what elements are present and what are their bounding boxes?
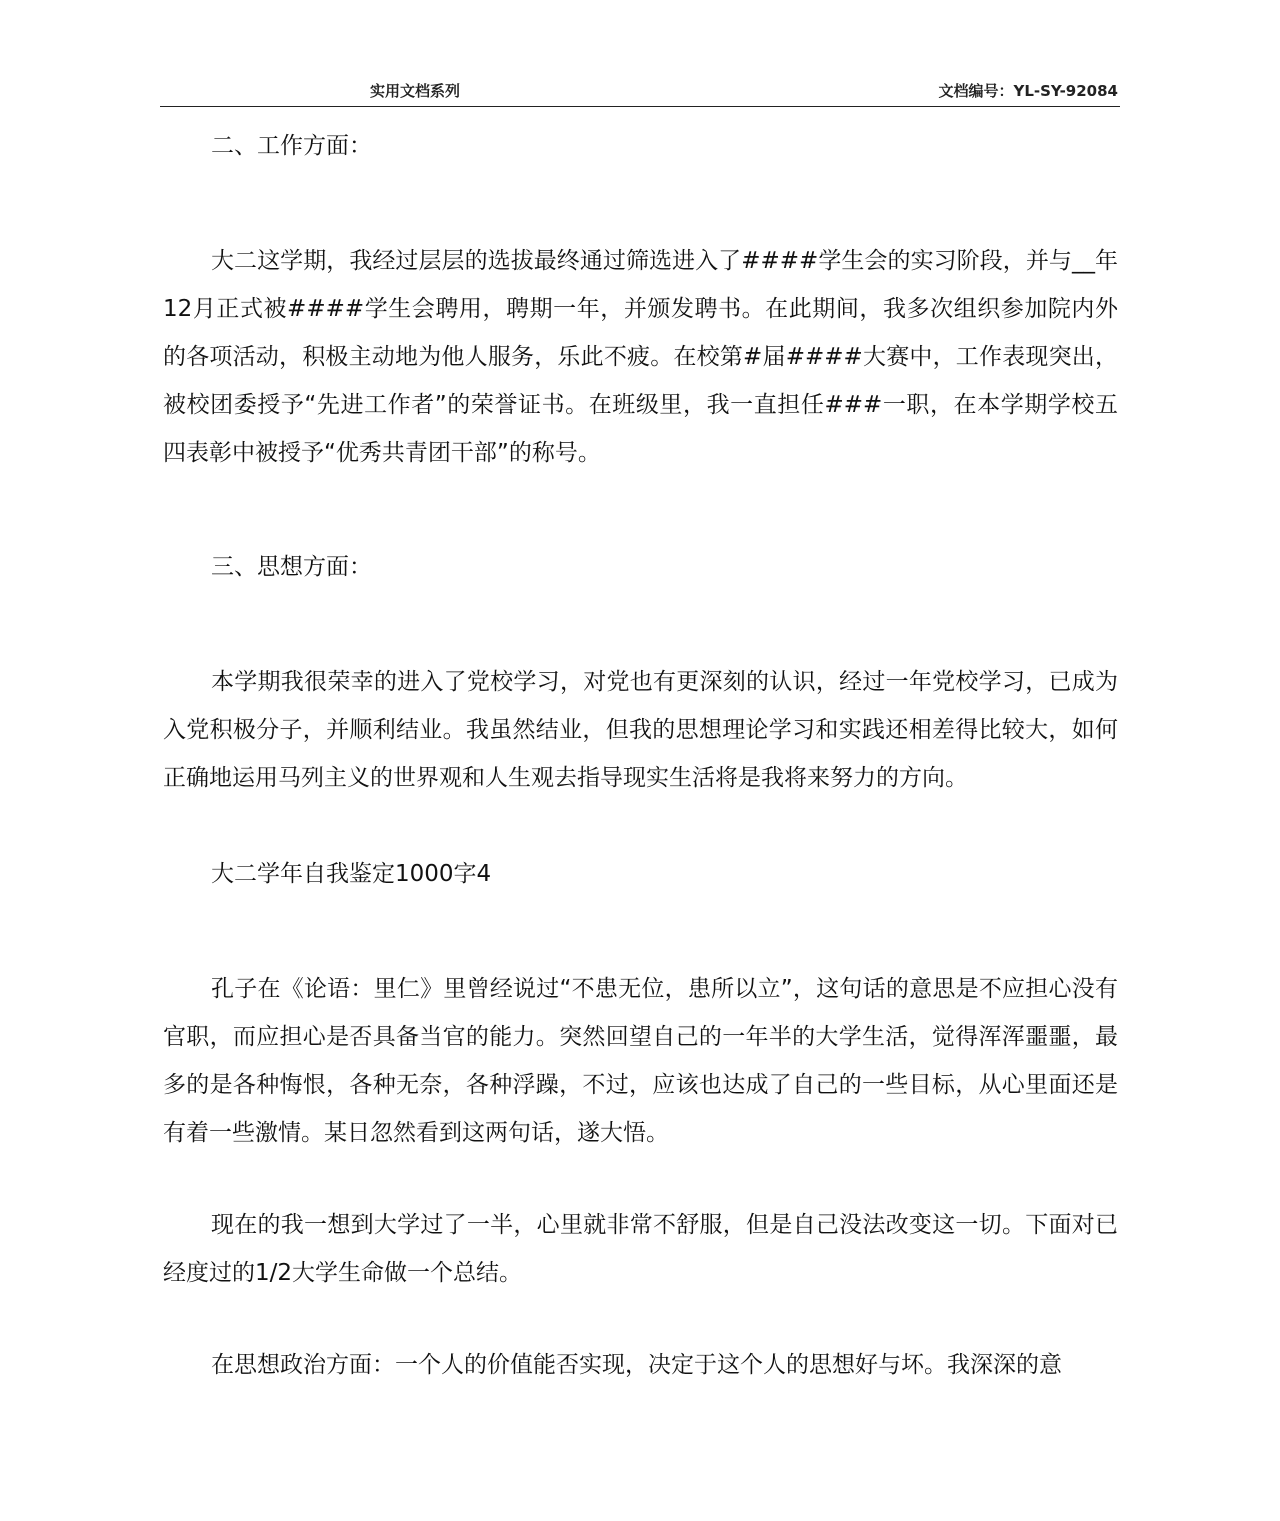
header-doc-number: 文档编号：YL-SY-92084 — [938, 82, 1118, 100]
article-title: 大二学年自我鉴定1000字4 — [211, 861, 492, 887]
section-heading-thought: 三、思想方面： — [211, 554, 372, 580]
header-series: 实用文档系列 — [370, 82, 461, 100]
document-body — [163, 128, 1118, 1389]
paragraph-thought: 本学期我很荣幸的进入了党校学习，对党也有更深刻的认识，经过一年党校学习，已成为入党积极分子，并顺利结业。我虽然结业，但我的思想理论学习和实践还相差得比较大，如何正确地运用马列主义的世界观和人生观去指导现实生活将是我将来努力的方向。 — [163, 669, 1118, 791]
paragraph-confucius: 孔子在《论语：里仁》里曾经说过“不患无位，患所以立”，这句话的意思是不应担心没有官职，而应担心是否具备当官的能力。突然回望自己的一年半的大学生活，觉得浑浑噩噩，最多的是各种悔恨，各种无奈，各种浮躁，不过，应该也达成了自己的一些目标，从心里面还是有着一些激情。某日忽然看到这两句话，遂大悟。 — [163, 976, 1118, 1146]
paragraph-work: 大二这学期，我经过层层的选拔最终通过筛选进入了####学生会的实习阶段，并与__年12月正式被####学生会聘用，聘期一年，并颁发聘书。在此期间，我多次组织参加院内外的各项活动，积极主动地为他人服务，乐此不疲。在校第#届####大赛中，工作表现突出，被校团委授予“先进工作者”的荣誉证书。在班级里，我一直担任###一职，在本学期学校五四表彰中被授予“优秀共青团干部”的称号。 — [163, 248, 1118, 466]
page-header — [160, 78, 1120, 107]
section-heading-work: 二、工作方面： — [211, 133, 372, 159]
paragraph-half-college: 现在的我一想到大学过了一半，心里就非常不舒服，但是自己没法改变这一切。下面对已经度过的1/2大学生命做一个总结。 — [163, 1212, 1118, 1286]
paragraph-politics: 在思想政治方面：一个人的价值能否实现，决定于这个人的思想好与坏。我深深的意 — [211, 1352, 1062, 1378]
